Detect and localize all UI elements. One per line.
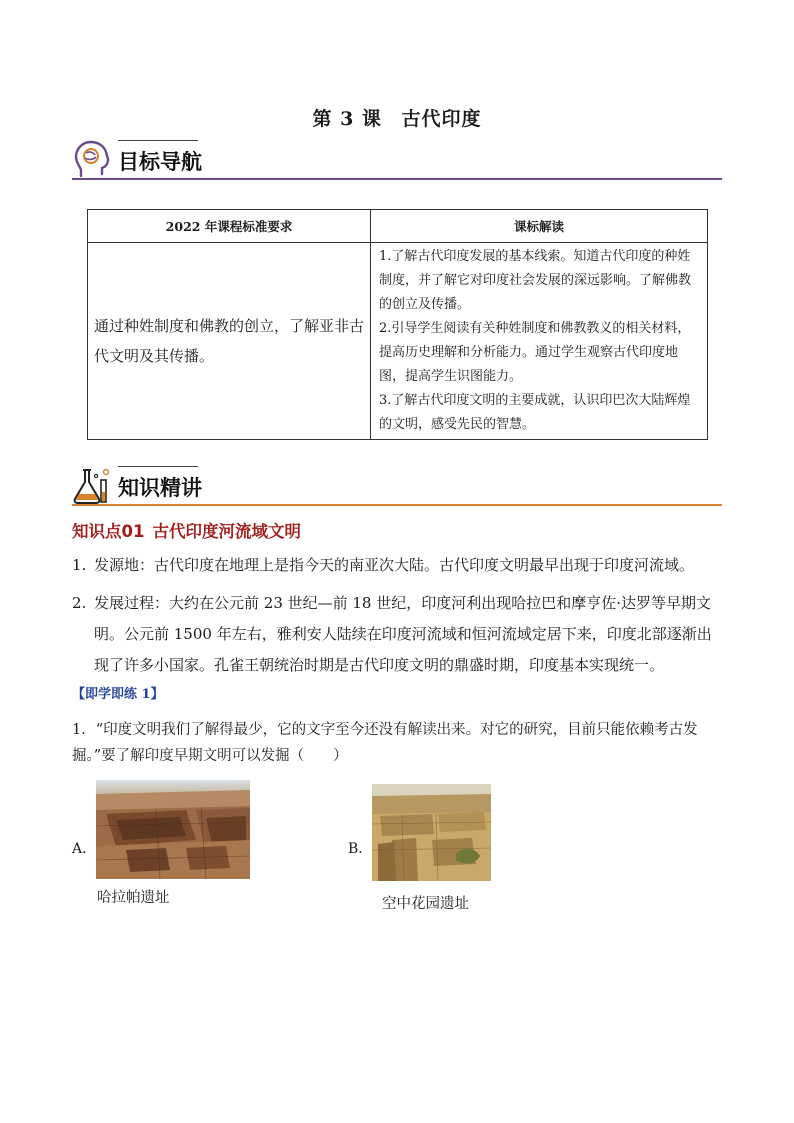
question-text: 1．“印度文明我们了解得最少，它的文字至今还没有解读出来。对它的研究，目前只能依赖考古发掘。”要了解印度早期文明可以发掘（ ） [72,722,698,764]
interpretation-cell [371,243,708,440]
knowledge-point-code: 知识点01 [72,522,145,541]
option-a-letter: A． [72,841,97,857]
option-a-caption: 哈拉帕遗址 [97,890,170,906]
interpretation-item: 1.了解古代印度发展的基本线索。知道古代印度的种姓制度，并了解它对印度社会发展的深远影响。了解佛教的创立及传播。 [379,249,692,312]
hanging-gardens-ruins-photo [372,784,491,881]
interpretation-item: 2.引导学生阅读有关种姓制度和佛教教义的相关材料，提高历史理解和分析能力。通过学生观察古代印度地图，提高学生识图能力。 [379,321,691,384]
section-title-knowledge: 知识精讲 [118,476,202,500]
item-number: 1. [72,556,87,574]
requirement-cell: 通过种姓制度和佛教的创立，了解亚非古代文明及其传播。 [88,243,371,440]
knowledge-item [72,550,724,581]
page-title [0,104,794,131]
table-header-row [88,210,708,243]
section-top-rule [118,140,198,141]
item-text: 发展过程：大约在公元前 23 世纪—前 18 世纪，印度河利出现哈拉巴和摩亨佐·达罗等早期文明。公元前 1500 年左右，雅利安人陆续在印度河流域和恒河流域定居下来，印度北部逐渐出现了许多小国家。孔雀王朝统治时期是古代印度文明的鼎盛时期，印度基本实现统一。 [94,594,712,674]
flask-icon [72,466,112,504]
item-text: 发源地：古代印度在地理上是指今天的南亚次大陆。古代印度文明最早出现于印度河流域。 [94,556,695,574]
lesson-number: 第 3 课 [312,108,382,130]
lesson-title: 古代印度 [401,108,482,130]
section-header-goal [72,140,722,180]
practice-tag: 【即学即练 1】 [72,687,164,702]
standards-table [87,209,708,440]
table-row [88,243,708,440]
knowledge-point-title [72,518,309,542]
item-number: 2. [72,594,87,612]
table-header-requirement: 2022 年课程标准要求 [88,210,371,243]
section-top-rule [118,466,198,467]
table-header-interpretation: 课标解读 [371,210,708,243]
knowledge-item [72,588,724,681]
harappa-ruins-photo [96,780,250,879]
brain-head-icon [72,140,112,178]
option-b-caption: 空中花园遗址 [382,896,469,912]
interpretation-item: 3.了解古代印度文明的主要成就，认识印巴次大陆辉煌的文明，感受先民的智慧。 [379,393,691,432]
section-title-goal: 目标导航 [118,150,202,174]
option-b-letter: B． [348,841,373,857]
section-divider [72,178,722,180]
section-header-knowledge [72,466,722,506]
section-divider [72,504,722,506]
knowledge-point-name: 古代印度河流域文明 [152,522,301,541]
